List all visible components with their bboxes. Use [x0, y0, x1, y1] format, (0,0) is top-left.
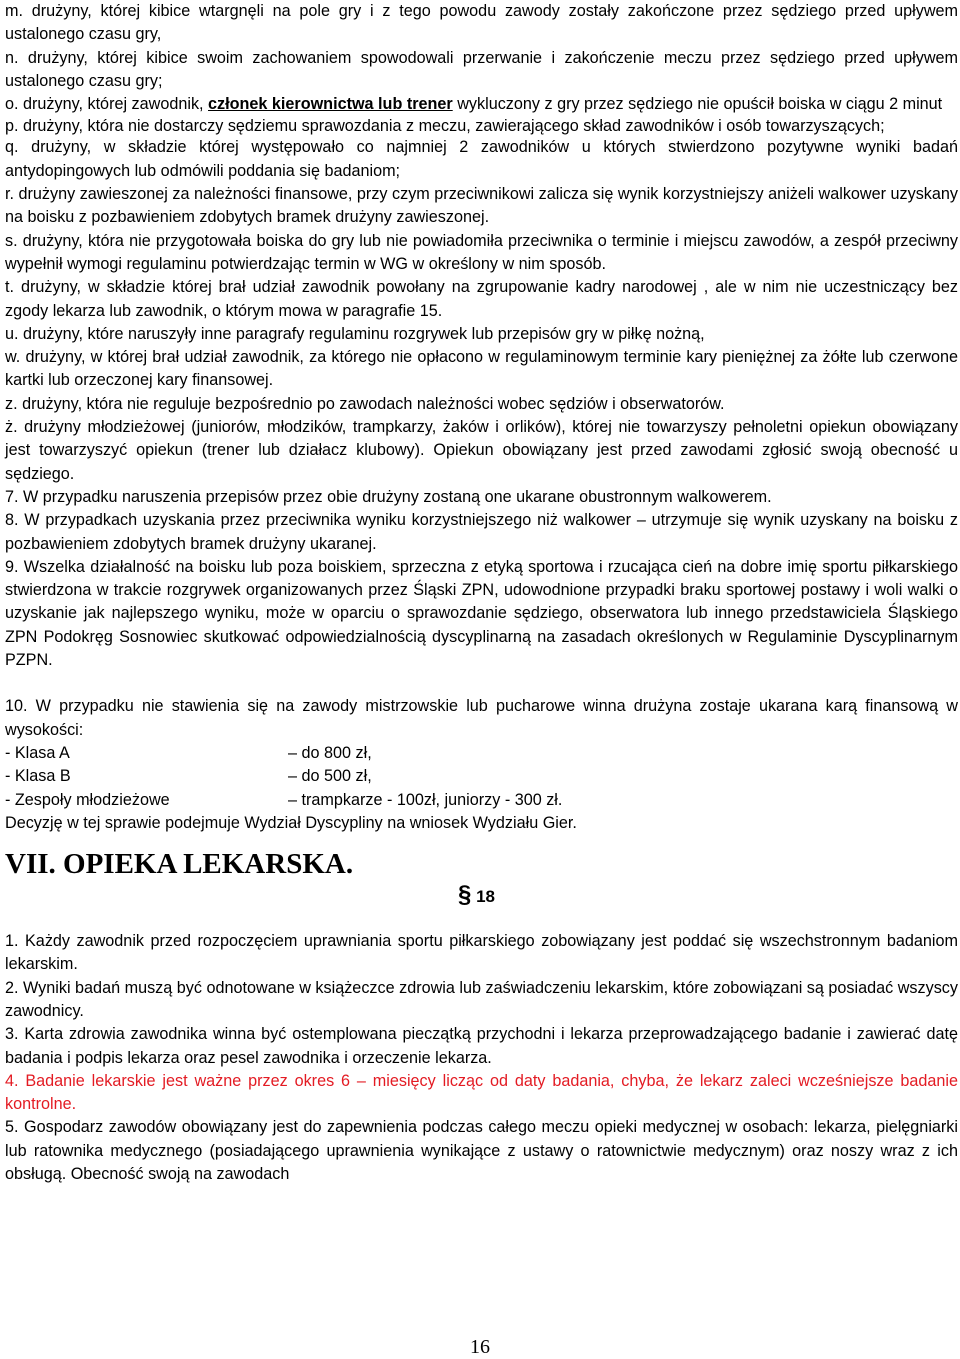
item-n: n. drużyny, której kibice swoim zachowaniem spowodowali przerwanie i zakończenie meczu przez sędziego przed upływem ustalonego czasu gry; — [5, 48, 958, 90]
document-page — [5, 0, 958, 1186]
page-number: 16 — [470, 1336, 490, 1358]
item-o-emphasis: członek kierownictwa lub trener — [208, 95, 453, 114]
fine-label: - Klasa A — [5, 743, 70, 762]
item-t: t. drużyny, w składzie której brał udział zawodnik powołany na zgrupowanie kadry narodowej , ale w nim nie uczestniczący bez zgody lekarza lub zawodnik, o którym mowa w paragrafie 15. — [5, 278, 958, 320]
item-9: 9. Wszelka działalność na boisku lub poza boiskiem, sprzeczna z etyką sportowa i rzucająca cień na dobre imię sportu piłkarskiego stwierdzona w trakcie rozgrywek organizowanych przez Śląski ZPN, udowodnione przypadki braku sportowej postawy i woli walki o uzyskanie jak najlepszego wyniku, może w oparciu o sprawozdanie sędziego, obserwatora lub innego przedstawiciela Śląskiego ZPN Podokręg Sosnowiec skutkować odpowiedzialnością dyscyplinarną na zasadach określonych w Regulaminie Dyscyplinarnym PZPN. — [5, 557, 958, 670]
fine-value: – do 500 zł, — [288, 767, 372, 786]
paragraph-number-value: 18 — [476, 887, 496, 907]
item-o-before: o. drużyny, której zawodnik, — [5, 95, 209, 114]
item-o-after: wykluczony z gry przez sędziego nie opuścił boiska w ciągu 2 minut — [452, 95, 943, 114]
item-z-dot: ż. drużyny młodzieżowej (juniorów, młodzików, trampkarzy, żaków i orlików), której nie towarzyszy pełnoletni opiekun obowiązany jest towarzyszyć opiekun (trener lub działacz klubowy). Opiekun obowiązany jest przed zawodami zgłosić swoją obecność u sędziego. — [5, 418, 958, 483]
item-o — [5, 93, 958, 116]
decision-text: Decyzję w tej sprawie podejmuje Wydział Dyscypliny na wniosek Wydziału Gier. — [5, 813, 577, 832]
item-s: s. drużyny, która nie przygotowała boiska do gry lub nie powiadomiła przeciwnika o terminie i miejscu zawodów, a zespół przeciwny wypełnił wymogi regulaminu potwierdzając termin w WG w określony w nim sposób. — [5, 231, 958, 273]
item-w: w. drużyny, w której brał udział zawodnik, za którego nie opłacono w regulaminowym terminie kary pieniężnej za żółte lub czerwone kartki lub orzeczonej kary finansowej. — [5, 348, 958, 390]
section-heading: VII. OPIEKA LEKARSKA. — [5, 848, 354, 881]
item-r: r. drużyny zawieszonej za należności finansowe, przy czym przeciwnikowi zalicza się wynik korzystniejszy aniżeli walkower uzyskany na boisku z pozbawieniem zdobytych bramek drużyny zawieszonej. — [5, 185, 958, 227]
fine-row — [5, 789, 958, 812]
item-7: 7. W przypadku naruszenia przepisów przez obie drużyny zostaną one ukarane obustronnym walkowerem. — [5, 487, 772, 506]
fine-row — [5, 742, 958, 765]
fine-label: - Zespoły młodzieżowe — [5, 790, 170, 809]
item-5: 5. Gospodarz zawodów obowiązany jest do zapewnienia podczas całego meczu opieki medycznej w osobach: lekarza, pielęgniarki lub ratownika medycznego (posiadającego uprawnienia wynikające z ustawy o ratownictwie medycznym) oraz noszy wraz z ich obsługą. Obecność swoją na zawodach — [5, 1118, 958, 1184]
item-10: 10. W przypadku nie stawienia się na zawody mistrzowskie lub pucharowe winna drużyna zostaje ukarana karą finansową w wysokości: — [5, 697, 958, 739]
item-4-highlighted: 4. Badanie lekarskie jest ważne przez okres 6 – miesięcy licząc od daty badania, chyba, że lekarz zaleci wcześniejsze badanie kontrolne. — [5, 1071, 958, 1114]
item-m: m. drużyny, której kibice wtargnęli na pole gry i z tego powodu zawody zostały zakończone przez sędziego przed upływem ustalonego czasu gry, — [5, 2, 958, 44]
item-p: p. drużyny, która nie dostarczy sędziemu sprawozdania z meczu, zawierającego skład zawodników i osób towarzyszących; — [5, 117, 885, 136]
spacer — [5, 672, 958, 695]
item-2: 2. Wyniki badań muszą być odnotowane w książeczce zdrowia lub zaświadczeniu lekarskim, które zobowiązani są posiadać wszyscy zawodnicy. — [5, 978, 958, 1020]
paragraph-symbol: § — [458, 881, 472, 909]
item-q: q. drużyny, w składzie której występowało co najmniej 2 zawodników u których stwierdzono pozytywne wyniki badań antydopingowych lub odmówili poddania się badaniom; — [5, 138, 958, 180]
item-1: 1. Każdy zawodnik przed rozpoczęciem uprawniania sportu piłkarskiego zobowiązany jest poddać się wszechstronnym badaniom lekarskim. — [5, 932, 958, 974]
fine-value: – trampkarze - 100zł, juniorzy - 300 zł. — [288, 790, 563, 809]
paragraph-number — [458, 881, 958, 909]
item-u: u. drużyny, które naruszyły inne paragrafy regulaminu rozgrywek lub przepisów gry w piłkę nożną, — [5, 324, 705, 343]
fine-row — [5, 765, 958, 788]
fine-value: – do 800 zł, — [288, 743, 372, 762]
fine-label: - Klasa B — [5, 767, 71, 786]
item-3: 3. Karta zdrowia zawodnika winna być ostemplowana pieczątką przychodni i lekarza przeprowadzającego badanie i zawierać datę badania i podpis lekarza oraz pesel zawodnika i orzeczenie lekarza. — [5, 1025, 958, 1067]
item-8: 8. W przypadkach uzyskania przez przeciwnika wyniku korzystniejszego niż walkower – utrzymuje się wynik uzyskany na boisku z pozbawieniem zdobytych bramek drużyny ukaranej. — [5, 511, 958, 553]
item-z: z. drużyny, która nie reguluje bezpośrednio po zawodach należności wobec sędziów i obserwatorów. — [5, 394, 725, 413]
